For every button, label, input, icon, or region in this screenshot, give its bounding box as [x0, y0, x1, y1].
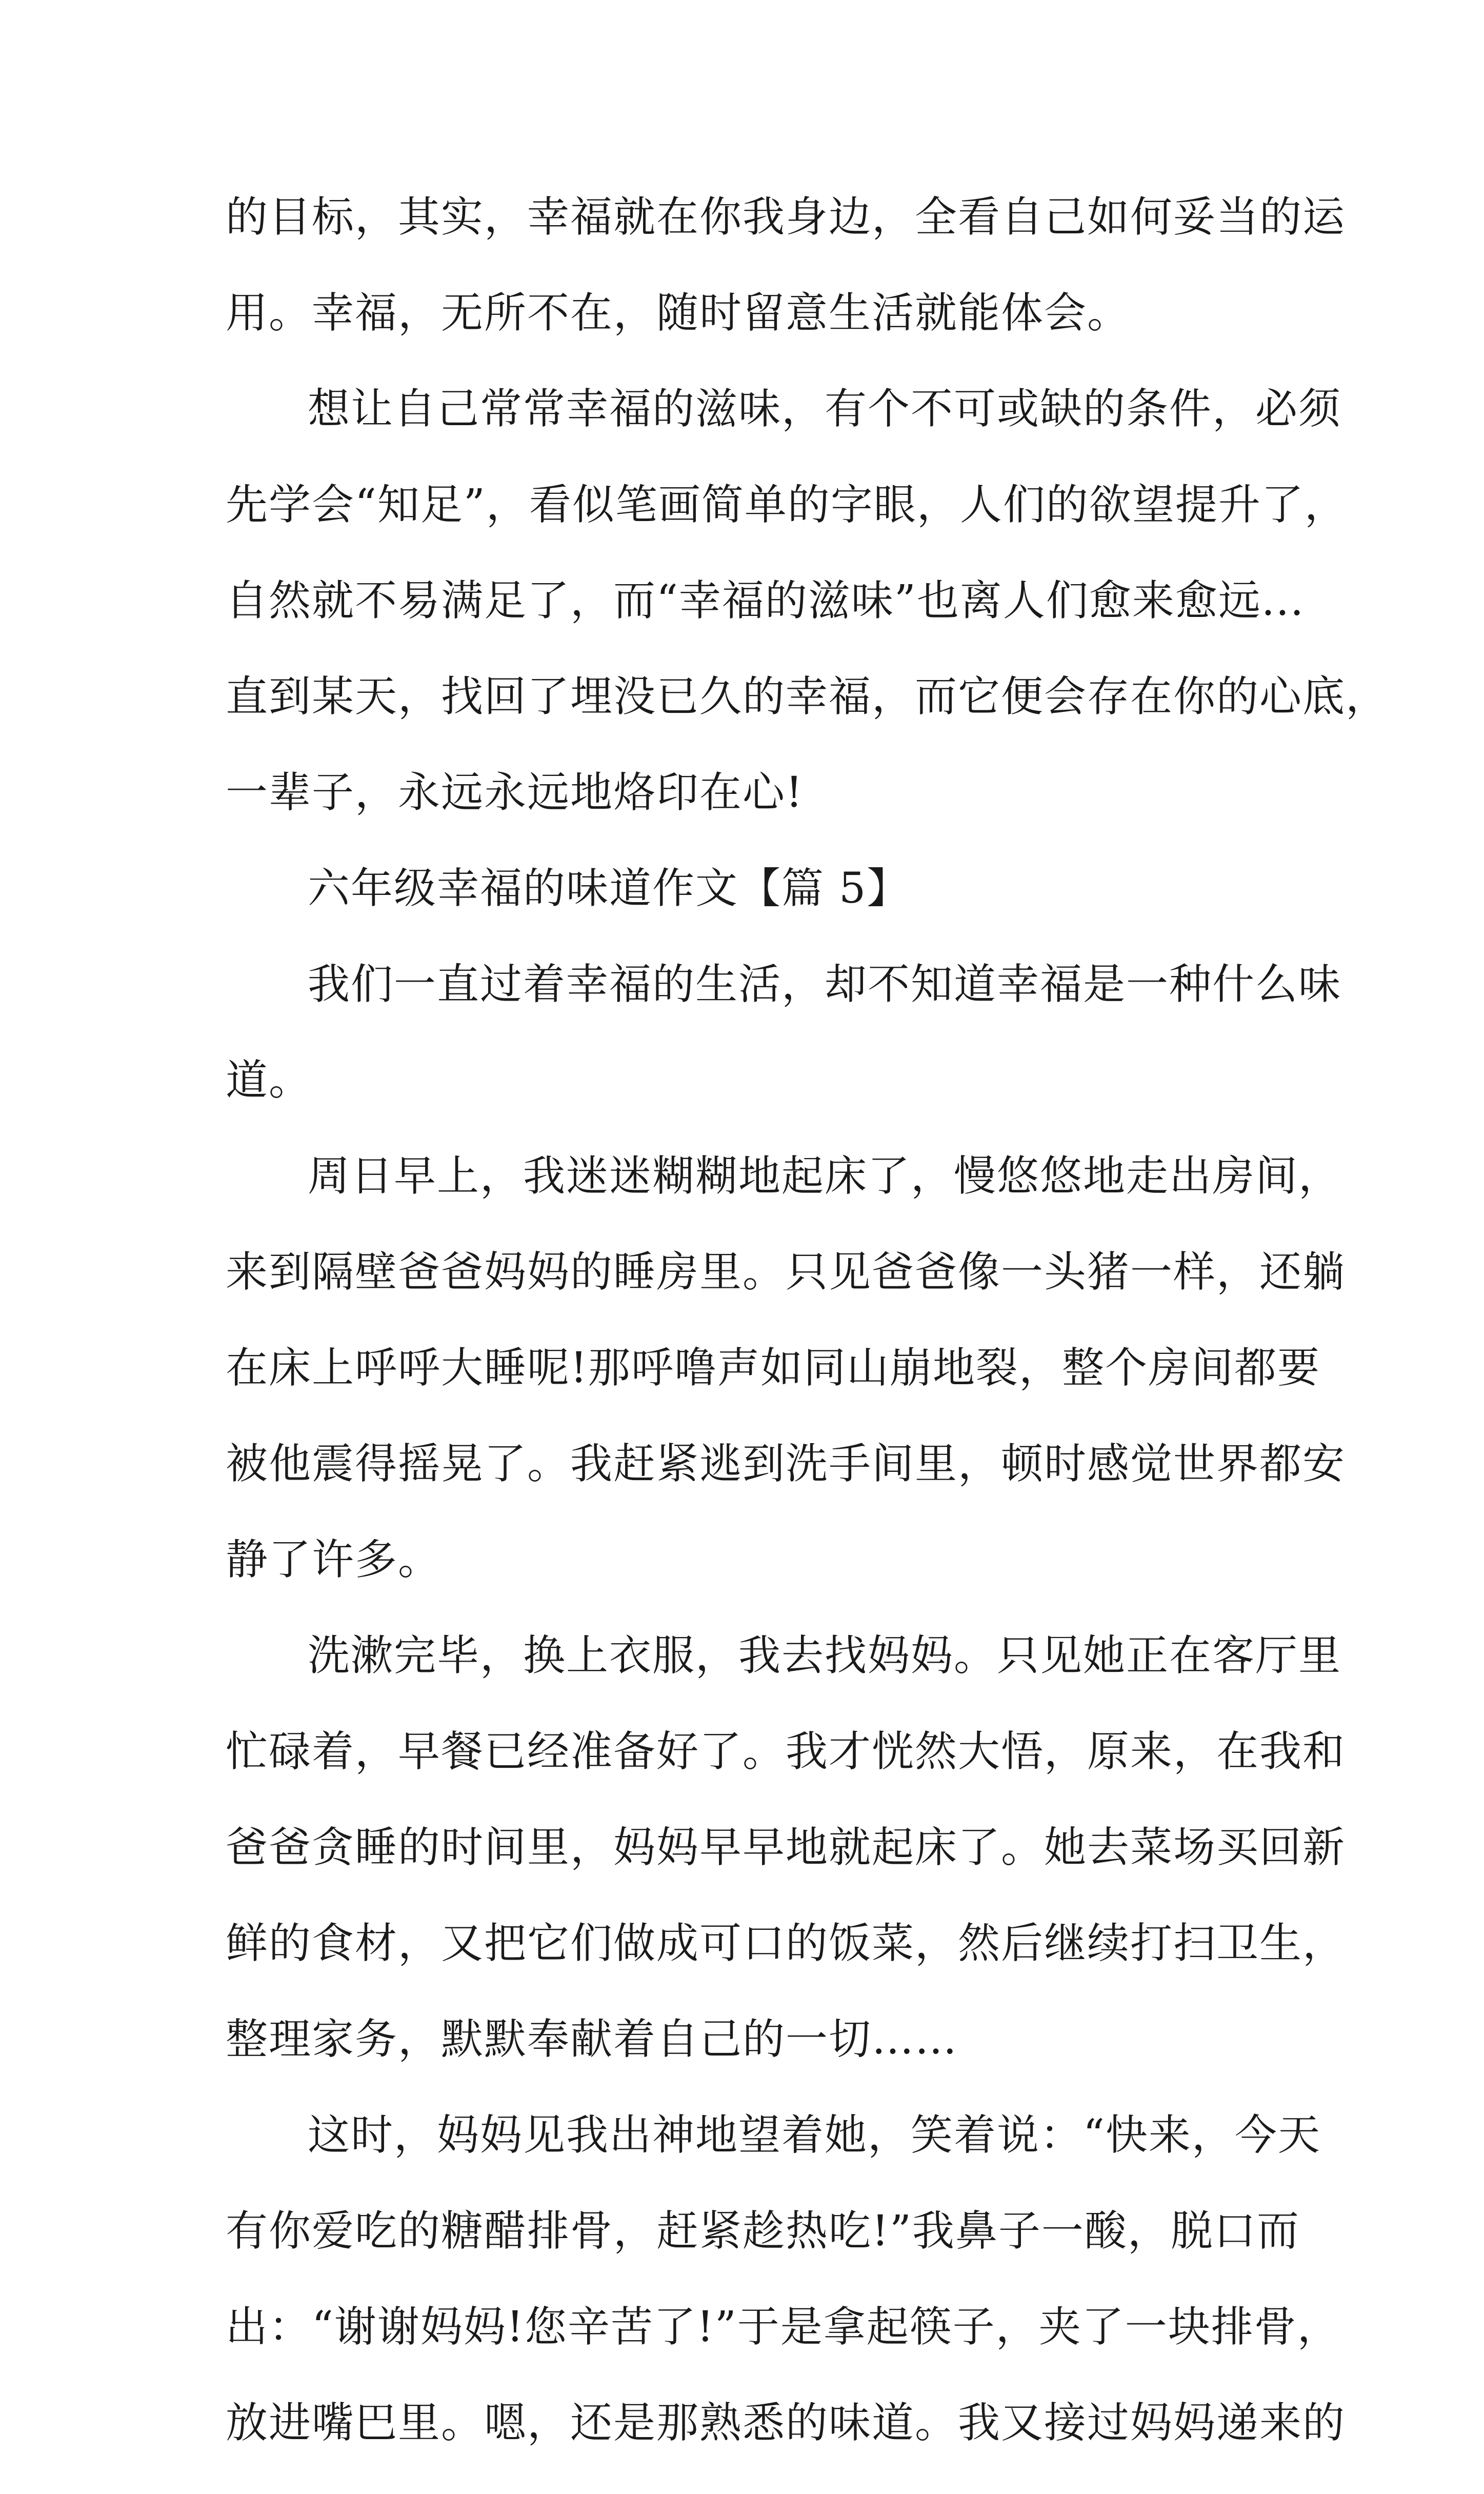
text-line: 道。: [226, 1056, 312, 1105]
text-line: 在床上呼呼大睡呢!那呼噜声如同山崩地裂，整个房间都要: [226, 1344, 1320, 1392]
text-line: 想让自己常常幸福的滋味，有个不可或缺的条件，必须: [308, 385, 1342, 433]
text-line: 爸爸贪睡的时间里，妈妈早早地就起床了。她去菜场买回新: [226, 1823, 1346, 1872]
text-line: 鲜的食材，又把它们做成可口的饭菜，然后继续打扫卫生，: [226, 1919, 1346, 1968]
text-line: 来到隔壁爸爸妈妈的睡房里。只见爸爸像一头猪一样，还躺: [226, 1248, 1346, 1296]
text-line: 有你爱吃的糖醋排骨，赶紧趁热吃!”我鼻子一酸，脱口而: [226, 2207, 1300, 2256]
text-line: 忙碌着，早餐已经准备好了。我才恍然大悟，原来，在我和: [226, 1727, 1346, 1776]
text-line: 放进嘴巴里。嗯，还是那熟悉的味道。我又接过妈妈递来的: [226, 2399, 1346, 2447]
text-line: 我们一直过着幸福的生活，却不知道幸福是一种什么味: [308, 960, 1342, 1009]
section-heading: 六年级幸福的味道作文【篇 5】: [308, 864, 910, 913]
text-line: 一辈子，永远永远地烙印在心!: [226, 768, 804, 817]
text-line: 整理家务，默默奉献着自己的一切……: [226, 2015, 958, 2064]
text-line: 自然就不易满足了，而“幸福的滋味”也离人们愈来愈远...: [226, 576, 1305, 625]
text-line: 被他震得摇晃了。我赶紧逃到洗手间里，顿时感觉世界都安: [226, 1440, 1346, 1488]
text-line: 的目标，其实，幸福就在你我身边，全看自己如何妥当的运: [226, 193, 1346, 242]
text-line: 周日早上，我迷迷糊糊地起床了，慢悠悠地走出房间，: [308, 1152, 1342, 1201]
text-line: 直到某天，找回了埋没已久的幸福，而它便会存在你的心底，: [226, 672, 1389, 721]
document-body: [226, 192, 1389, 2494]
text-line: 洗漱完毕，换上衣服，我去找妈妈。只见她正在客厅里: [308, 1631, 1342, 1680]
text-line: 出：“谢谢妈妈!您辛苦了!”于是拿起筷子，夹了一块排骨，: [226, 2303, 1340, 2351]
text-line: 用。幸福，无所不在，随时留意生活就能体会。: [226, 289, 1131, 337]
text-line: 静了许多。: [226, 1535, 442, 1584]
text-line: 先学会“知足”，看似笔画简单的字眼，人们的欲望提升了，: [226, 481, 1348, 529]
text-line: 这时，妈妈见我出神地望着她，笑着说：“快来，今天: [308, 2111, 1321, 2160]
